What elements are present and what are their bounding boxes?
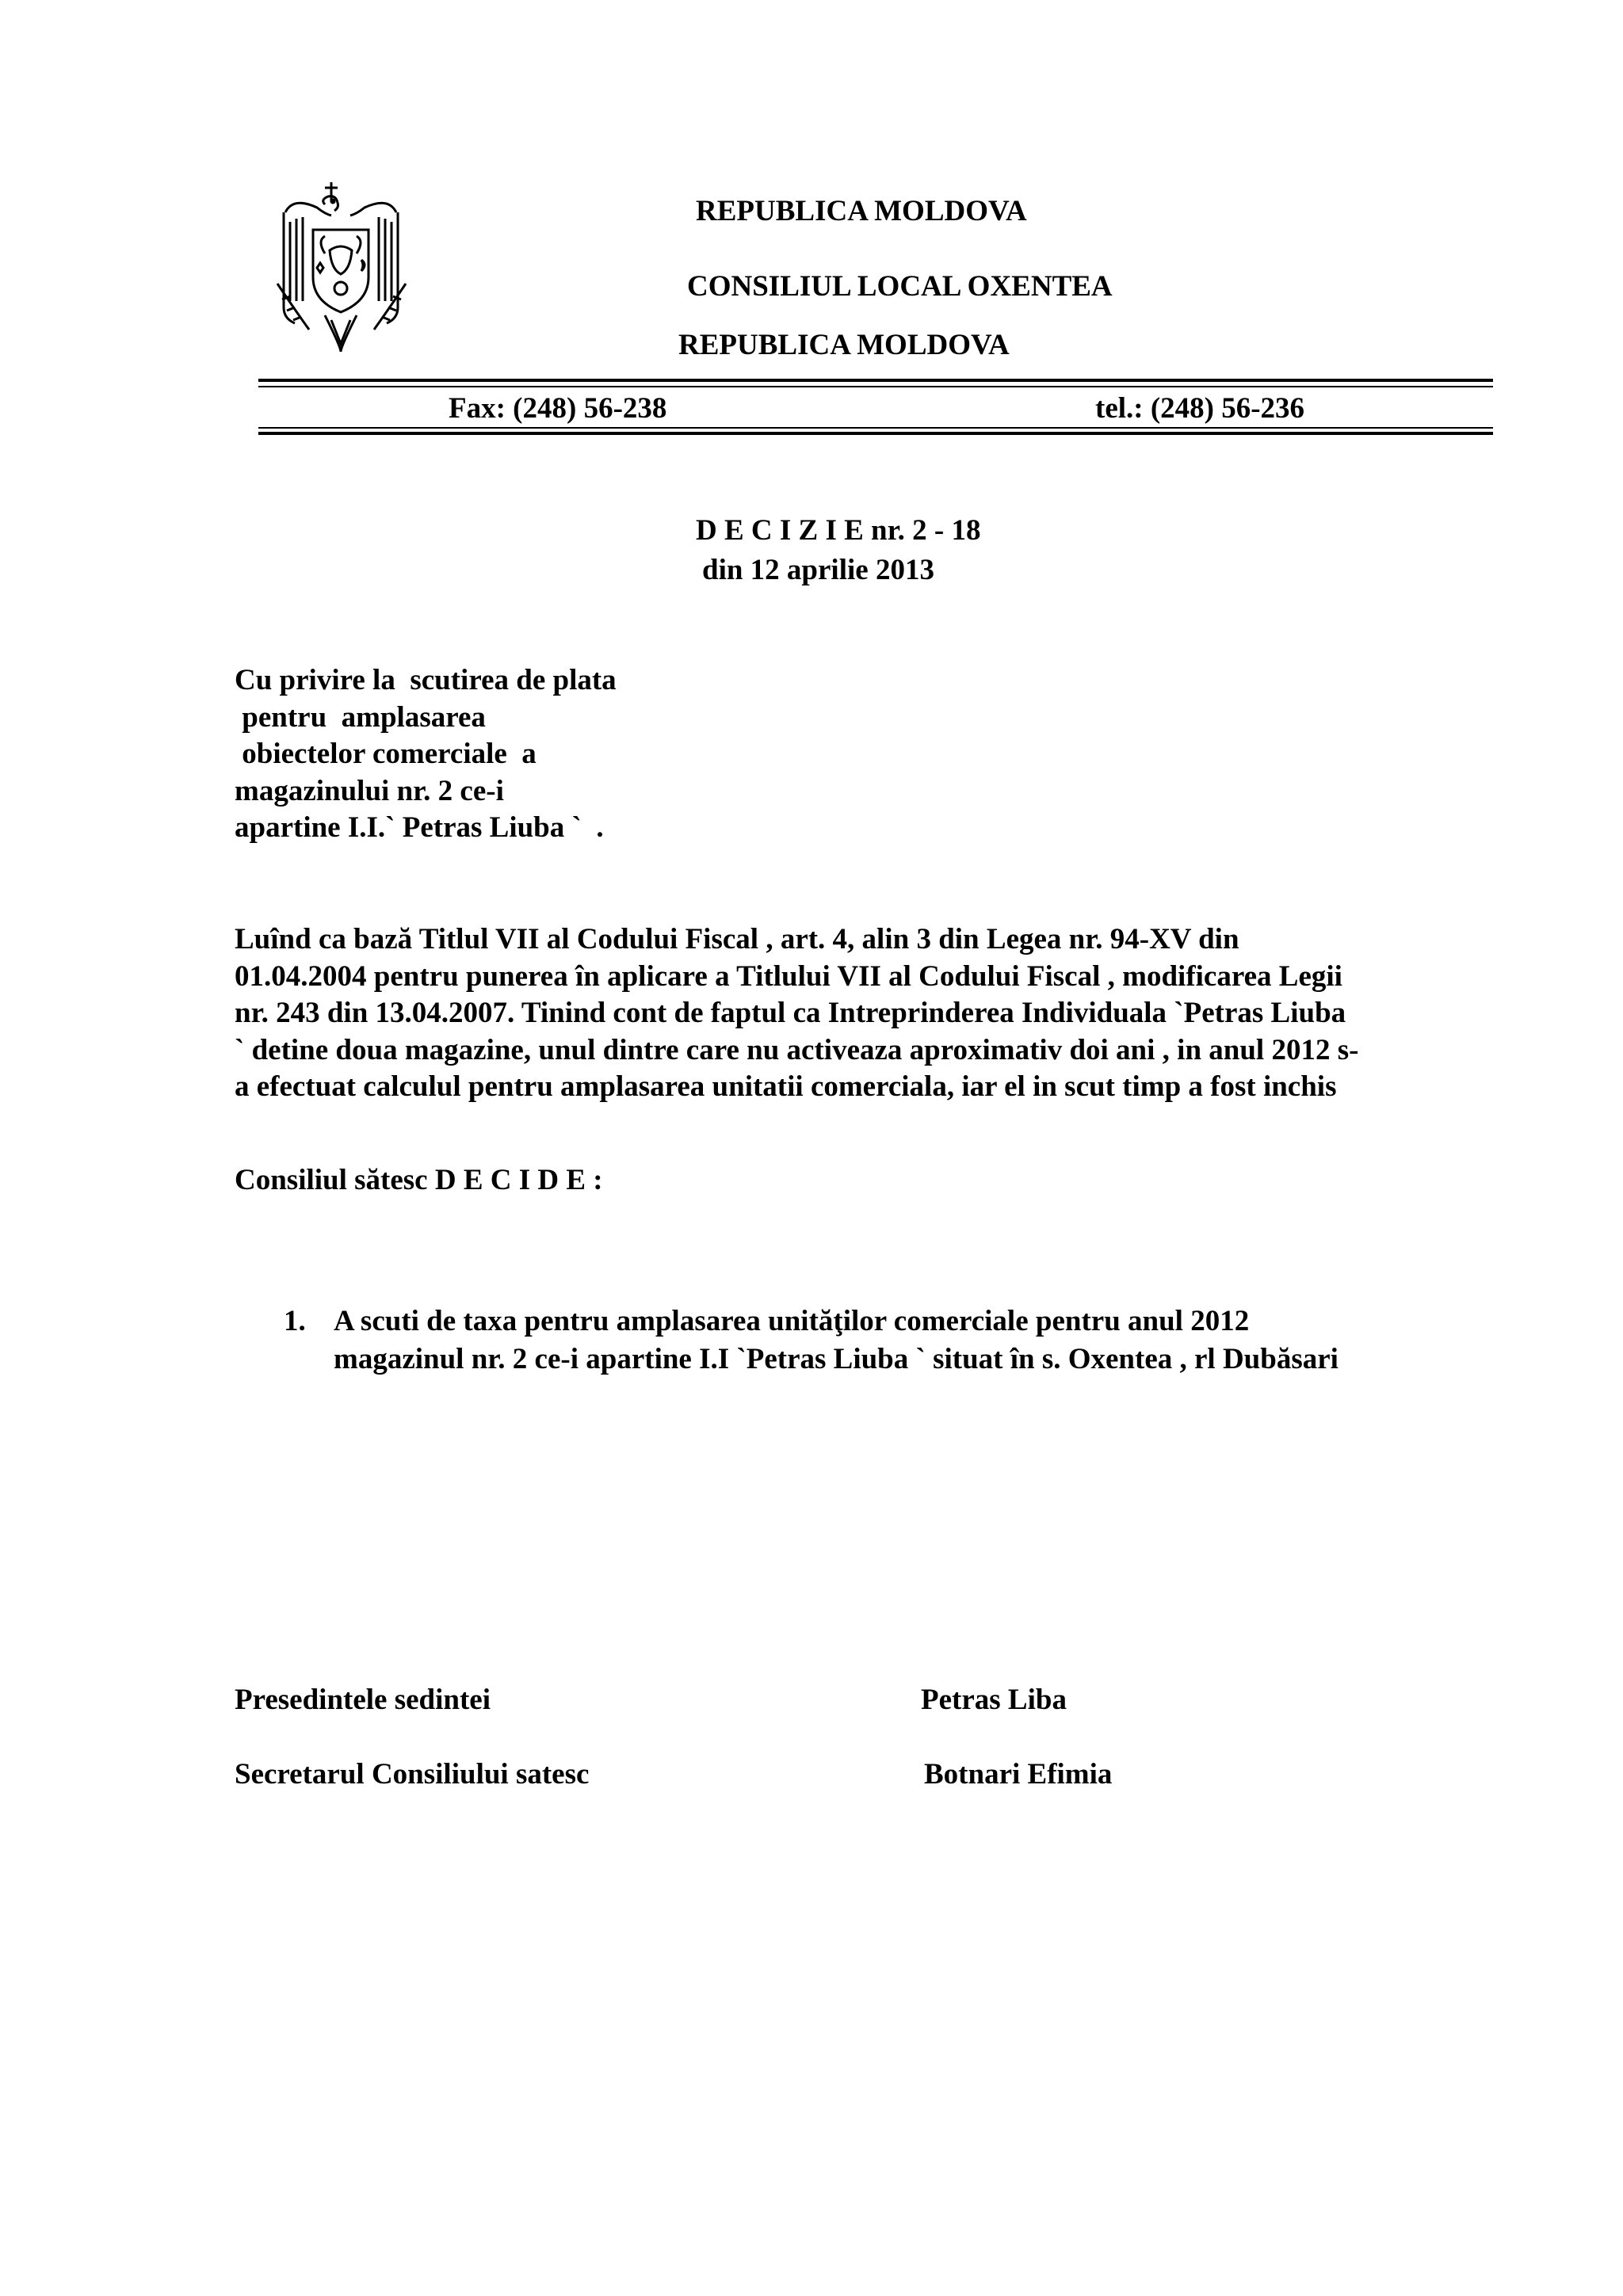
preamble-line: Luînd ca bază Titlul VII al Codului Fiscal , art. 4, alin 3 din Legea nr. 94-XV din: [235, 923, 1239, 955]
signature-name-president: Petras Liba: [921, 1684, 1067, 1716]
signature-role-president: Presedintele sedintei: [235, 1684, 491, 1716]
signature-name-secretary: Botnari Efimia: [924, 1758, 1113, 1791]
moldova-coat-of-arms-icon: [269, 181, 414, 355]
header-rule-bottom-thick: [258, 432, 1493, 435]
header-rule-top-thin: [258, 386, 1493, 387]
country-title-bottom: REPUBLICA MOLDOVA: [678, 329, 1010, 361]
subject-line: pentru amplasarea: [235, 700, 486, 734]
preamble-line: a efectuat calculul pentru amplasarea unitatii comerciala, iar el in scut timp a fost inchis: [235, 1070, 1337, 1103]
decision-date: din 12 aprilie 2013: [702, 554, 934, 586]
preamble-line: ` detine doua magazine, unul dintre care nu activeaza aproximativ doi ani , in anul 2012 s-: [235, 1033, 1359, 1066]
item-number: 1.: [284, 1305, 306, 1337]
preamble-line: nr. 243 din 13.04.2007. Tinind cont de faptul ca Intreprinderea Individuala `Petras Liuba: [235, 997, 1346, 1029]
council-title: CONSILIUL LOCAL OXENTEA: [687, 270, 1113, 303]
item-line: magazinul nr. 2 ce-i apartine I.I `Petras Liuba ` situat în s. Oxentea , rl Dubăsari: [334, 1343, 1338, 1375]
decides-heading: Consiliul sătesc D E C I D E :: [235, 1164, 603, 1196]
phone-number: tel.: (248) 56-236: [1095, 392, 1305, 425]
preamble-line: 01.04.2004 pentru punerea în aplicare a Titlului VII al Codului Fiscal , modificarea Legii: [235, 959, 1342, 993]
header-rule-top-thick: [258, 379, 1493, 382]
decision-number: D E C I Z I E nr. 2 - 18: [696, 514, 981, 547]
subject-line: apartine I.I.` Petras Liuba ` .: [235, 811, 604, 844]
preamble-paragraph: [235, 921, 1487, 1106]
country-title-top: REPUBLICA MOLDOVA: [696, 195, 1027, 227]
subject-line: magazinului nr. 2 ce-i: [235, 774, 504, 807]
subject-line: Cu privire la scutirea de plata: [235, 664, 617, 696]
signature-role-secretary: Secretarul Consiliului satesc: [235, 1758, 590, 1791]
fax-number: Fax: (248) 56-238: [449, 392, 667, 425]
item-line: A scuti de taxa pentru amplasarea unităţilor comerciale pentru anul 2012: [334, 1305, 1250, 1337]
decision-subject: [235, 662, 617, 847]
header-rule-bottom-thin: [258, 427, 1493, 429]
subject-line: obiectelor comerciale a: [235, 738, 537, 770]
